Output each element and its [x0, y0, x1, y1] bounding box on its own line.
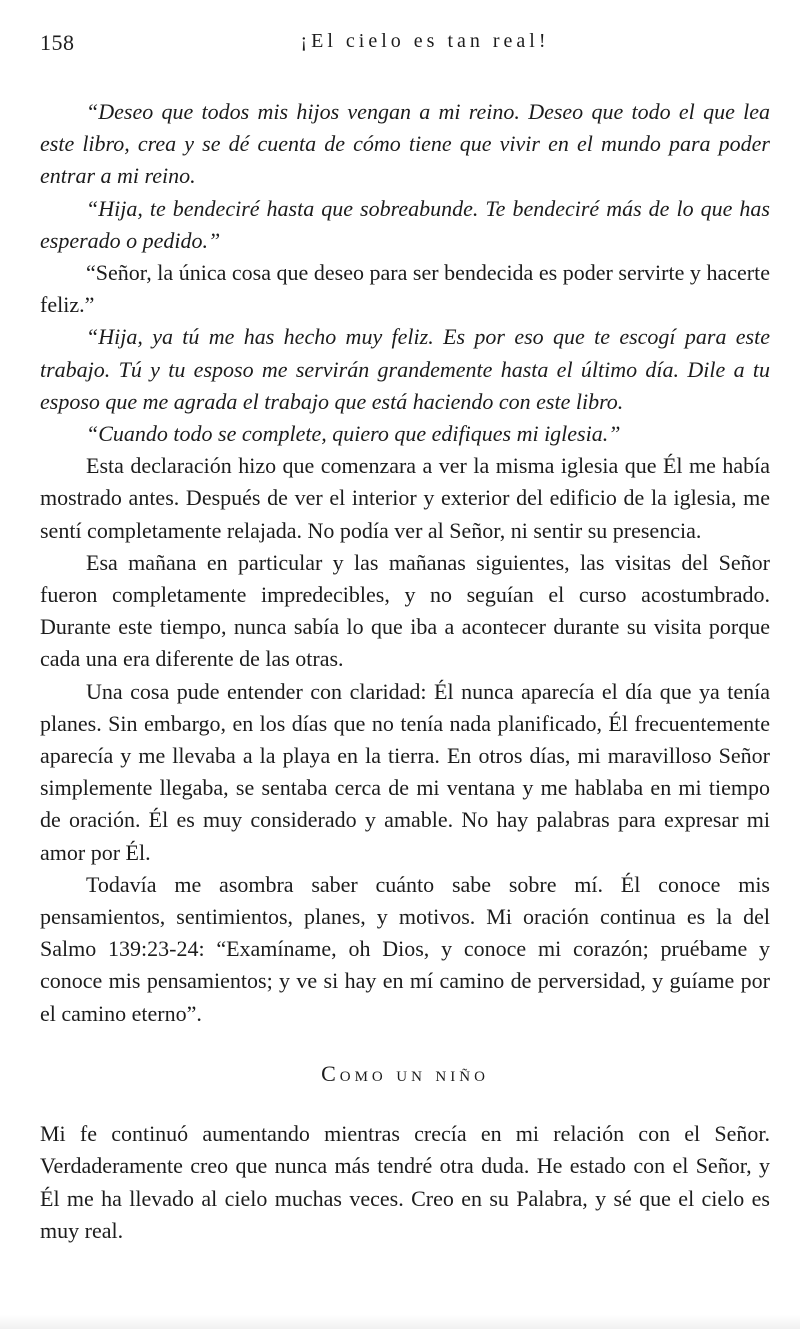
paragraph: Una cosa pude entender con claridad: Él nunca aparecía el día que ya tenía planes. Sin embargo, en los días que no tenía nada planificado, Él frecuentemente aparecía y me llevaba a la playa en la tierra. En otros días, mi maravilloso Señor simplemente llegaba, se sentaba cerca de mi ventana y me hablaba en mi tiempo de oración. Él es muy considerado y amable. No hay palabras para expresar mi amor por Él. [40, 678, 770, 865]
body-text [40, 96, 770, 1247]
page-number: 158 [40, 30, 75, 55]
page-edge-shadow [0, 1315, 800, 1329]
page-header [40, 26, 770, 62]
running-head: ¡El cielo es tan real! [300, 30, 550, 52]
paragraph-quote: “Cuando todo se complete, quiero que edifiques mi iglesia.” [86, 421, 621, 447]
paragraph-quote: “Hija, te bendeciré hasta que sobreabunde. Te bendeciré más de lo que has esperado o pedido.” [40, 195, 770, 253]
paragraph: Todavía me asombra saber cuánto sabe sobre mí. Él conoce mis pensamientos, sentimientos, planes, y motivos. Mi oración continua es la del Salmo 139:23-24: “Examíname, oh Dios, y conoce mi corazón; pruébame y conoce mis pensamientos; y ve si hay en mí camino de perversidad, y guíame por el camino eterno”. [40, 871, 770, 1026]
paragraph-quote: “Deseo que todos mis hijos vengan a mi reino. Deseo que todo el que lea este libro, crea y se dé cuenta de cómo tiene que vivir en el mundo para poder entrar a mi reino. [40, 99, 770, 189]
paragraph: Mi fe continuó aumentando mientras crecía en mi relación con el Señor. Verdaderamente creo que nunca más tendré otra duda. He estado con el Señor, y Él me ha llevado al cielo muchas veces. Creo en su Palabra, y sé que el cielo es muy real. [40, 1121, 770, 1243]
paragraph: Esta declaración hizo que comenzara a ver la misma iglesia que Él me había mostrado antes. Después de ver el interior y exterior del edificio de la iglesia, me sentí completamente relajada. No podía ver al Señor, ni sentir su presencia. [40, 453, 770, 543]
paragraph: Esa mañana en particular y las mañanas siguientes, las visitas del Señor fueron completamente impredecibles, y no seguían el curso acostumbrado. Durante este tiempo, nunca sabía lo que iba a acontecer durante su visita porque cada una era diferente de las otras. [40, 549, 770, 672]
section-heading: Como un niño [321, 1060, 489, 1086]
paragraph: “Señor, la única cosa que deseo para ser bendecida es poder servirte y hacerte feliz.” [40, 260, 770, 318]
paragraph-quote: “Hija, ya tú me has hecho muy feliz. Es por eso que te escogí para este trabajo. Tú y tu esposo me servirán grandemente hasta el último día. Dile a tu esposo que me agrada el trabajo que está haciendo con este libro. [40, 324, 770, 414]
